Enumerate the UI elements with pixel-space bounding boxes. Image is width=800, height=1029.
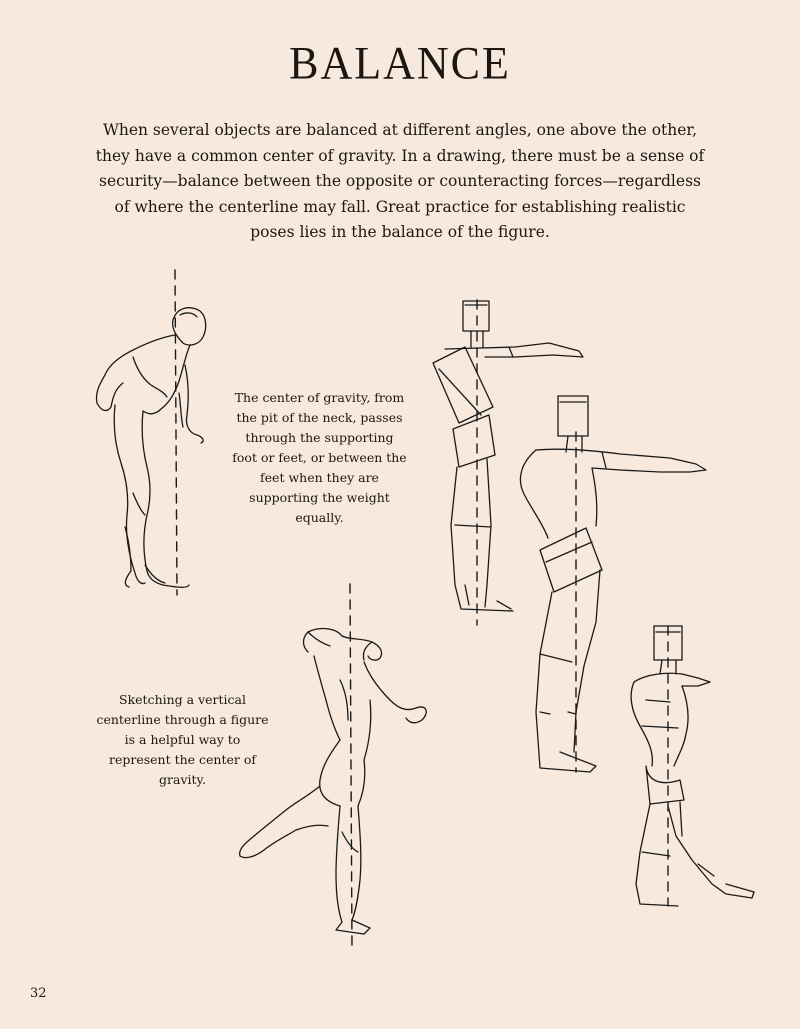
centerline-caption: Sketching a vertical centerline through a figure is a helpful way to represent the center of gravity. [96,692,269,787]
leaning-figure-sketch [85,265,215,605]
block-figure-sketch-3 [622,622,762,912]
center-of-gravity-caption: The center of gravity, from the pit of the neck, passes through the supporting foot or feet, or between the feet when they are supporting the weight equally. [232,390,407,525]
intro-paragraph: When several objects are balanced at different angles, one above the other, they have a common center of gravity. In a drawing, there must be a sense of security—balance between the opposite or counteracting forces—regardless of where the centerline may fall. Great practice for establishing realistic poses lies in the balance of the figure. [95,121,705,241]
page-number: 32 [30,986,47,1001]
center-of-gravity-line [175,270,177,595]
page-title: BALANCE [289,37,511,90]
